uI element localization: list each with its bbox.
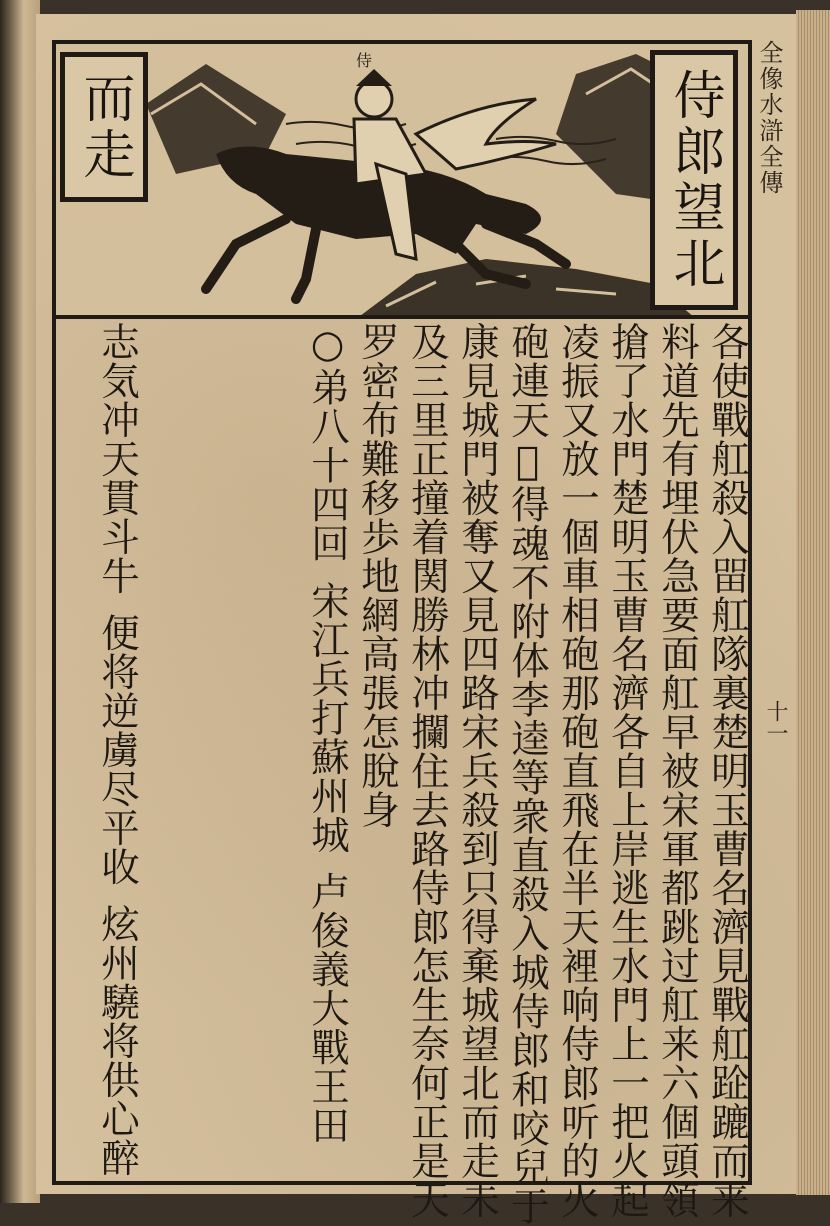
svg-text:侍: 侍: [356, 51, 373, 70]
text-column: 及三里正撞着関勝林冲攔住去路侍郎怎生奈何正是天: [405, 322, 450, 1219]
folio-mark: 十一: [763, 700, 788, 744]
chapter-heading-column: [142, 322, 352, 1182]
page-stack-edge: [796, 10, 830, 1195]
text-column: 康見城門被奪又見四路宋兵殺到只得棄城望北而走未: [455, 322, 500, 1219]
text-column: 搶了水門楚明玉曹名濟各自上岸逃生水門上一把火起: [605, 322, 650, 1219]
text-column: 砲連天𠴊得魂不附体李逵等衆直殺入城侍郎和咬兒于: [505, 322, 550, 1226]
woodblock-illustration: [56, 44, 748, 319]
chapter-title-part2: 卢俊義大戰王田: [305, 871, 350, 1145]
text-column: 各使戰舡殺入㽞舡隊裏楚明玉曹名濟見戰舡𨀣蹗而来: [705, 322, 750, 1219]
poem-line: 志気冲天貫斗牛: [95, 322, 140, 595]
illustration-caption-right: 侍郎望北: [650, 50, 738, 310]
chapter-title-part1: 宋江兵打蘇州城: [305, 580, 350, 854]
book-side-title: 全像水滸全傳: [755, 40, 783, 196]
poem-line: 炫州驍将供心醉: [95, 904, 140, 1177]
text-column: 罗密布難移歩地網高張怎脫身: [355, 322, 400, 829]
main-text-block: [62, 322, 752, 1226]
poem-column: [0, 322, 142, 1182]
text-column: 料道先有埋伏急要面舡早被宋軍都跳过舡来六個頭領: [655, 322, 700, 1219]
illustration-caption-left: 而走: [60, 52, 148, 202]
chapter-number: ○弟八十四回: [305, 322, 350, 563]
text-column: 凌振又放一個車相砲那砲直飛在半天裡响侍郎听的火: [555, 322, 600, 1219]
horse-rider-picture: [56, 44, 748, 319]
poem-line: 便将逆虜尽平收: [95, 613, 140, 886]
